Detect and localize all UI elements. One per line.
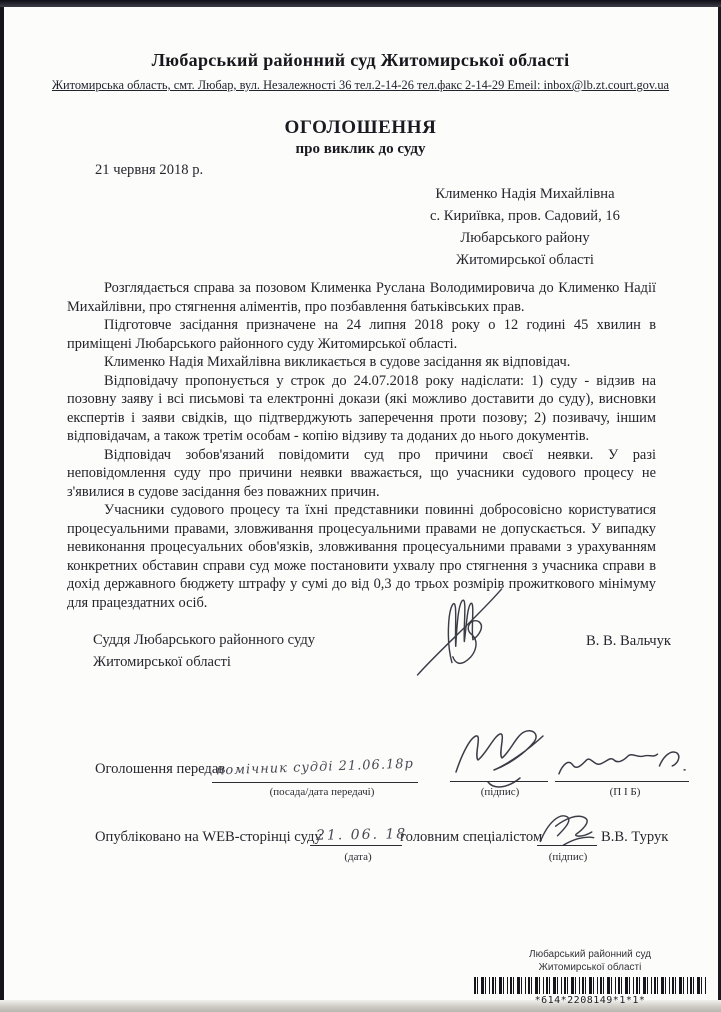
document-title: ОГОЛОШЕННЯ (284, 117, 437, 138)
recipient-name: Клименко Надія Михайлівна (435, 186, 615, 202)
specialist-name: В.В. Турук (601, 829, 669, 845)
judge-name: В. В. Вальчук (586, 633, 671, 649)
paragraph-summons: Клименко Надія Михайлівна викликається в судове засідання як відповідач. (104, 354, 571, 370)
publication-date-label: (дата) (344, 851, 372, 863)
paragraph-response-deadline: Відповідачу пропонується у строк до 24.07.2018 року надіслати: 1) суду - відзив на позовну заяву і всі письмові та електронні докази (які можливо доставити до суду), висновки експертів і заяви свідків, що підтверджують заперечення проти позову; 2) позивачу, іншим відповідачам, а також третім особам - копію відзиву та доданих до нього документів. (67, 372, 656, 444)
publication-label: Опубліковано на WEB-сторінці суду (95, 829, 322, 845)
barcode-court-line1: Любарський районний суд (529, 949, 651, 960)
barcode-code-text: *614*2208149*1*1* (534, 995, 646, 1006)
judge-title-line1: Суддя Любарського районного суду (93, 632, 316, 648)
document-body (67, 279, 656, 612)
barcode-block (468, 948, 712, 1006)
transfer-handwritten-note: помічник судді 21.06.18р (215, 756, 415, 779)
court-address-line: Житомирська область, смт. Любар, вул. Незалежності 36 тел.2-14-26 тел.факс 2-14-29 Emeil: inbox@lb.zt.court.gov.ua (51, 78, 670, 92)
recipient-block (380, 183, 670, 271)
publication-signature-label: (підпис) (548, 851, 588, 863)
publication-specialist-label: головним спеціалістом (400, 829, 543, 845)
specialist-signature-line (537, 845, 597, 846)
transfer-name-line (555, 781, 689, 782)
paragraph-absence-notice: Відповідач зобов'язаний повідомити суд про причини своєї неявки. У разі неповідомлення суду про причини неявки вважається, що учасники судового процесу не з'явилися в судове засідання без поважних причин. (67, 446, 656, 500)
transfer-position-date-label: (посада/дата передачі) (269, 786, 375, 798)
judge-title-line2: Житомирської області (93, 654, 231, 670)
recipient-district: Любарського району (460, 230, 590, 246)
transfer-signature-label: (підпис) (480, 786, 520, 798)
publication-date-line (310, 845, 402, 846)
barcode-stripes (474, 977, 706, 994)
judge-title-block (93, 629, 315, 673)
paragraph-procedural-duties: Учасники судового процесу та їхні представники повинні добросовісно користуватися процесуальними правами, зловживання процесуальними правами не допускається. У випадку невиконання процесуальних обов'язків, зловживання процесуальними правами з урахуванням конкретних обставин справи суд може постановити ухвалу про стягнення з учасника справи в дохід державного бюджету штрафу у сумі до від 0,3 до трьох розмірів прожиткового мінімуму для працездатних осіб. (67, 502, 656, 611)
paragraph-case: Розглядається справа за позовом Клименка Руслана Володимировича до Клименко Надії Михайлівни, про стягнення аліментів, про позбавлення батьківських прав. (67, 280, 656, 315)
court-name-heading: Любарський районний суд Житомирської області (151, 50, 570, 70)
transfer-name-handwriting (553, 744, 691, 782)
recipient-region: Житомирської області (456, 252, 594, 268)
document-subtitle: про виклик до суду (295, 141, 426, 157)
recipient-street: с. Кириївка, пров. Садовий, 16 (430, 208, 620, 224)
document-date: 21 червня 2018 р. (95, 162, 204, 178)
transfer-label: Оголошення передав (95, 761, 226, 777)
publication-handwritten-date: 21. 06. 18 (315, 826, 408, 844)
barcode-court-line2: Житомирської області (538, 962, 642, 973)
transfer-handwritten-line (212, 757, 418, 783)
transfer-name-label: (П І Б) (609, 786, 641, 798)
paragraph-hearing: Підготовче засідання призначене на 24 липня 2018 року о 12 годині 45 хвилин в приміщені Любарського районного суду Житомирської області. (67, 317, 656, 352)
scan-edge-top (0, 0, 721, 7)
judge-signature-mark (408, 586, 513, 678)
transfer-signature-line (450, 781, 548, 782)
